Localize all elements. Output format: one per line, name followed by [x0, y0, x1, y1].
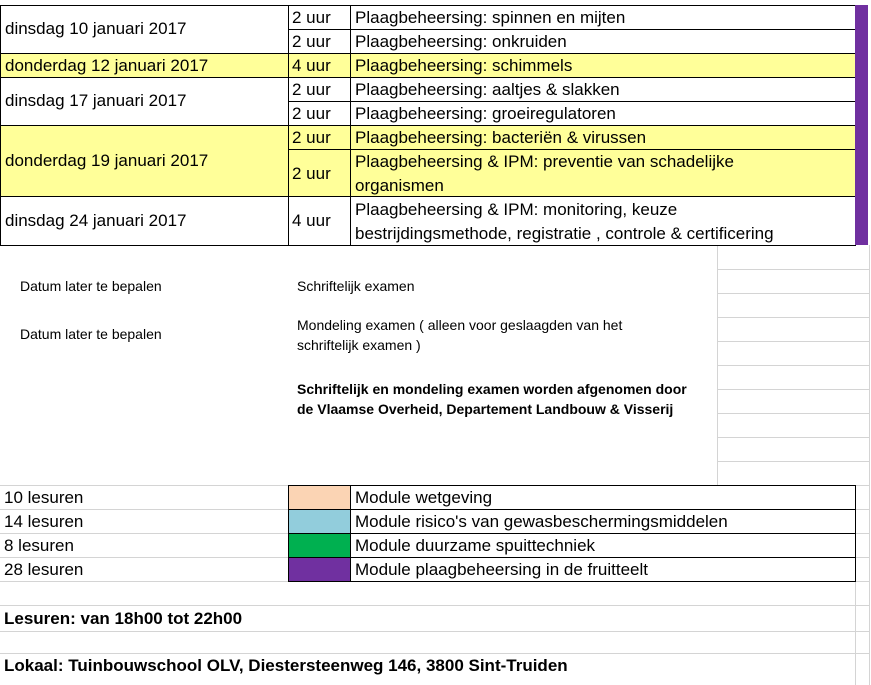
schedule-topic: Plaagbeheersing: groeiregulatoren: [350, 101, 856, 126]
legend-hours: 14 lesuren: [4, 512, 84, 531]
schedule-hours: 2 uur: [288, 149, 351, 197]
schedule-topic: Plaagbeheersing: spinnen en mijten: [350, 5, 856, 30]
schedule-date: dinsdag 10 januari 2017: [0, 5, 289, 54]
legend-hours: 8 lesuren: [4, 536, 74, 555]
schedule-topic: Plaagbeheersing: aaltjes & slakken: [350, 77, 856, 102]
legend-module: Module duurzame spuittechniek: [350, 533, 856, 558]
schedule-topic: Plaagbeheersing: onkruiden: [350, 29, 856, 54]
schedule-hours: 4 uur: [288, 53, 351, 78]
legend-swatch: [288, 533, 351, 558]
schedule-topic: Plaagbeheersing: schimmels: [350, 53, 856, 78]
exam-desc: Mondeling examen ( alleen voor geslaagden van het schriftelijk examen ): [297, 317, 623, 353]
schedule-date: dinsdag 17 januari 2017: [0, 77, 289, 126]
exam-desc: Schriftelijk examen: [297, 278, 415, 294]
exam-note: Schriftelijk en mondeling examen worden afgenomen door de Vlaamse Overheid, Departement Landbouw & Visserij: [297, 381, 687, 417]
legend-module: Module risico's van gewasbeschermingsmiddelen: [350, 509, 856, 534]
legend-module: Module wetgeving: [350, 485, 856, 510]
legend-swatch: [288, 557, 351, 582]
exam-date: Datum later te bepalen: [20, 326, 162, 342]
lesson-hours: Lesuren: van 18h00 tot 22h00: [4, 609, 243, 628]
schedule-hours: 4 uur: [288, 196, 351, 246]
module-color-bar: [855, 5, 868, 245]
schedule-topic: Plaagbeheersing & IPM: preventie van schadelijke organismen: [350, 149, 856, 197]
schedule-topic: Plaagbeheersing: bacteriën & virussen: [350, 125, 856, 150]
schedule-date: dinsdag 24 januari 2017: [0, 196, 289, 246]
schedule-hours: 2 uur: [288, 5, 351, 30]
schedule-hours: 2 uur: [288, 125, 351, 150]
legend-hours: 28 lesuren: [4, 560, 84, 579]
schedule-hours: 2 uur: [288, 77, 351, 102]
legend-hours: 10 lesuren: [4, 488, 84, 507]
legend-swatch: [288, 509, 351, 534]
schedule-hours: 2 uur: [288, 101, 351, 126]
location: Lokaal: Tuinbouwschool OLV, Diestersteenweg 146, 3800 Sint-Truiden: [4, 656, 568, 675]
exam-date: Datum later te bepalen: [20, 278, 162, 294]
schedule-hours: 2 uur: [288, 29, 351, 54]
legend-swatch: [288, 485, 351, 510]
legend-module: Module plaagbeheersing in de fruitteelt: [350, 557, 856, 582]
schedule-date: donderdag 19 januari 2017: [0, 125, 289, 197]
schedule-topic: Plaagbeheersing & IPM: monitoring, keuze bestrijdingsmethode, registratie , controle & certificering: [350, 196, 856, 246]
schedule-date: donderdag 12 januari 2017: [0, 53, 289, 78]
